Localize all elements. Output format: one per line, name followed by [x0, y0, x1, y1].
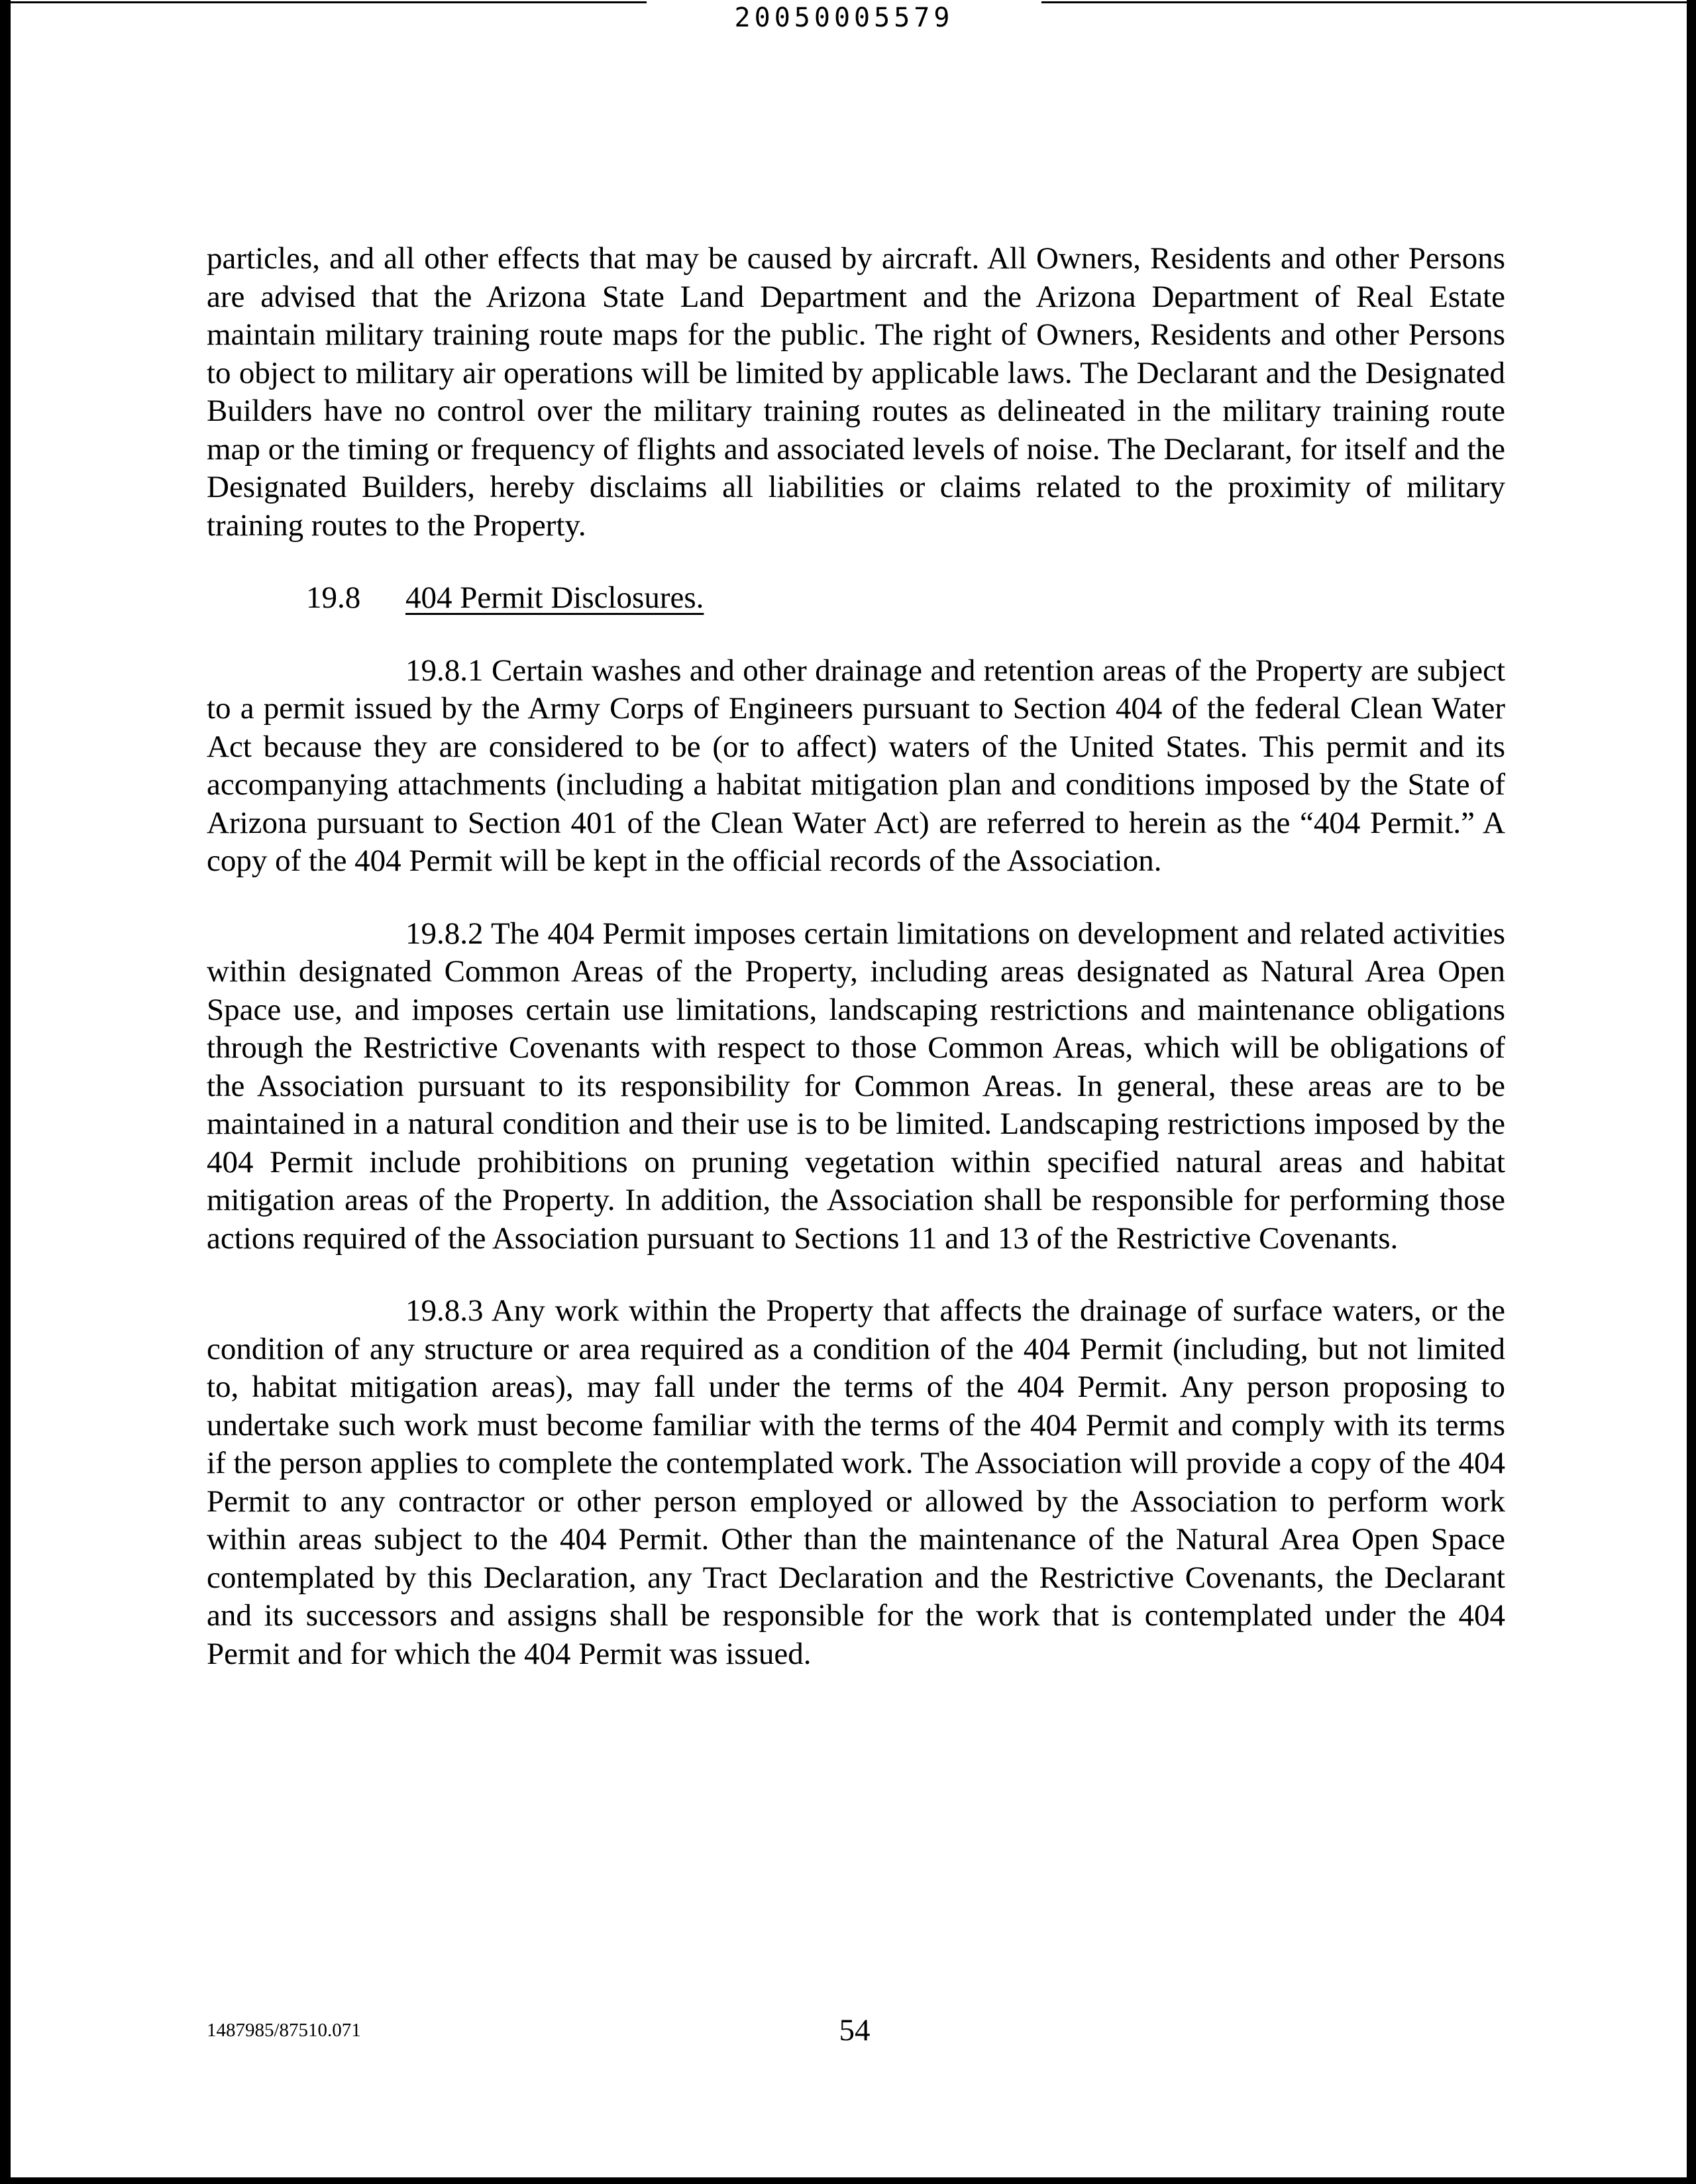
subsection-19-8-2: 19.8.2 The 404 Permit imposes certain limitations on development and related activities within designated Common Areas of the Property, including areas designated as Natural Area Open Space use, and imposes certain use limitations, landscaping restrictions and maintenance obligations through the Restrictive Covenants with respect to those Common Areas, which will be obligations of the Association pursuant to its responsibility for Common Areas. In general, these areas are to be maintained in a natural condition and their use is to be limited. Landscaping restrictions imposed by the 404 Permit include prohibitions on pruning vegetation within specified natural areas and habitat mitigation areas of the Property. In addition, the Association shall be responsible for performing those actions required of the Association pursuant to Sections 11 and 13 of the Restrictive Covenants.	[207, 916, 1505, 1256]
page-number: 54	[839, 2013, 871, 2048]
section-title: 404 Permit Disclosures.	[405, 580, 704, 615]
subsection-19-8-3: 19.8.3 Any work within the Property that affects the drainage of surface waters, or the condition of any structure or area required as a condition of the 404 Permit (including, but not limited to, habitat mitigation areas), may fall under the terms of the 404 Permit. Any person proposing to undertake such work must become familiar with the terms of the 404 Permit and comply with its terms if the person applies to complete the contemplated work. The Association will provide a copy of the 404 Permit to any contractor or other person employed or allowed by the Association to perform work within areas subject to the 404 Permit. Other than the maintenance of the Natural Area Open Space contemplated by this Declaration, any Tract Declaration and the Restrictive Covenants, the Declarant and its successors and assigns shall be responsible for the work that is contemplated under the 404 Permit and for which the 404 Permit was issued.	[207, 1293, 1505, 1671]
section-number: 19.8	[306, 580, 361, 615]
scan-border-bottom	[0, 2177, 1696, 2184]
document-id: 1487985/87510.071	[207, 2020, 361, 2041]
section-heading	[207, 579, 1505, 618]
scan-border-left	[0, 0, 11, 2184]
header-rule-right	[1041, 1, 1687, 3]
page-body	[207, 240, 1505, 1673]
recording-number: 20050005579	[734, 3, 954, 33]
scan-border-right	[1687, 0, 1696, 2184]
continuation-paragraph: particles, and all other effects that may be caused by aircraft. All Owners, Residents and other Persons are advised that the Arizona State Land Department and the Arizona Department of Real Estate maintain military training route maps for the public. The right of Owners, Residents and other Persons to object to military air operations will be limited by applicable laws. The Declarant and the Designated Builders have no control over the military training routes as delineated in the military training route map or the timing or frequency of flights and associated levels of noise. The Declarant, for itself and the Designated Builders, hereby disclaims all liabilities or claims related to the proximity of military training routes to the Property.	[207, 241, 1505, 543]
subsection-19-8-1: 19.8.1 Certain washes and other drainage and retention areas of the Property are subject to a permit issued by the Army Corps of Engineers pursuant to Section 404 of the federal Clean Water Act because they are considered to be (or to affect) waters of the United States. This permit and its accompanying attachments (including a habitat mitigation plan and conditions imposed by the State of Arizona pursuant to Section 401 of the Clean Water Act) are referred to herein as the “404 Permit.” A copy of the 404 Permit will be kept in the official records of the Association.	[207, 653, 1505, 878]
header-rule-left	[11, 1, 647, 3]
